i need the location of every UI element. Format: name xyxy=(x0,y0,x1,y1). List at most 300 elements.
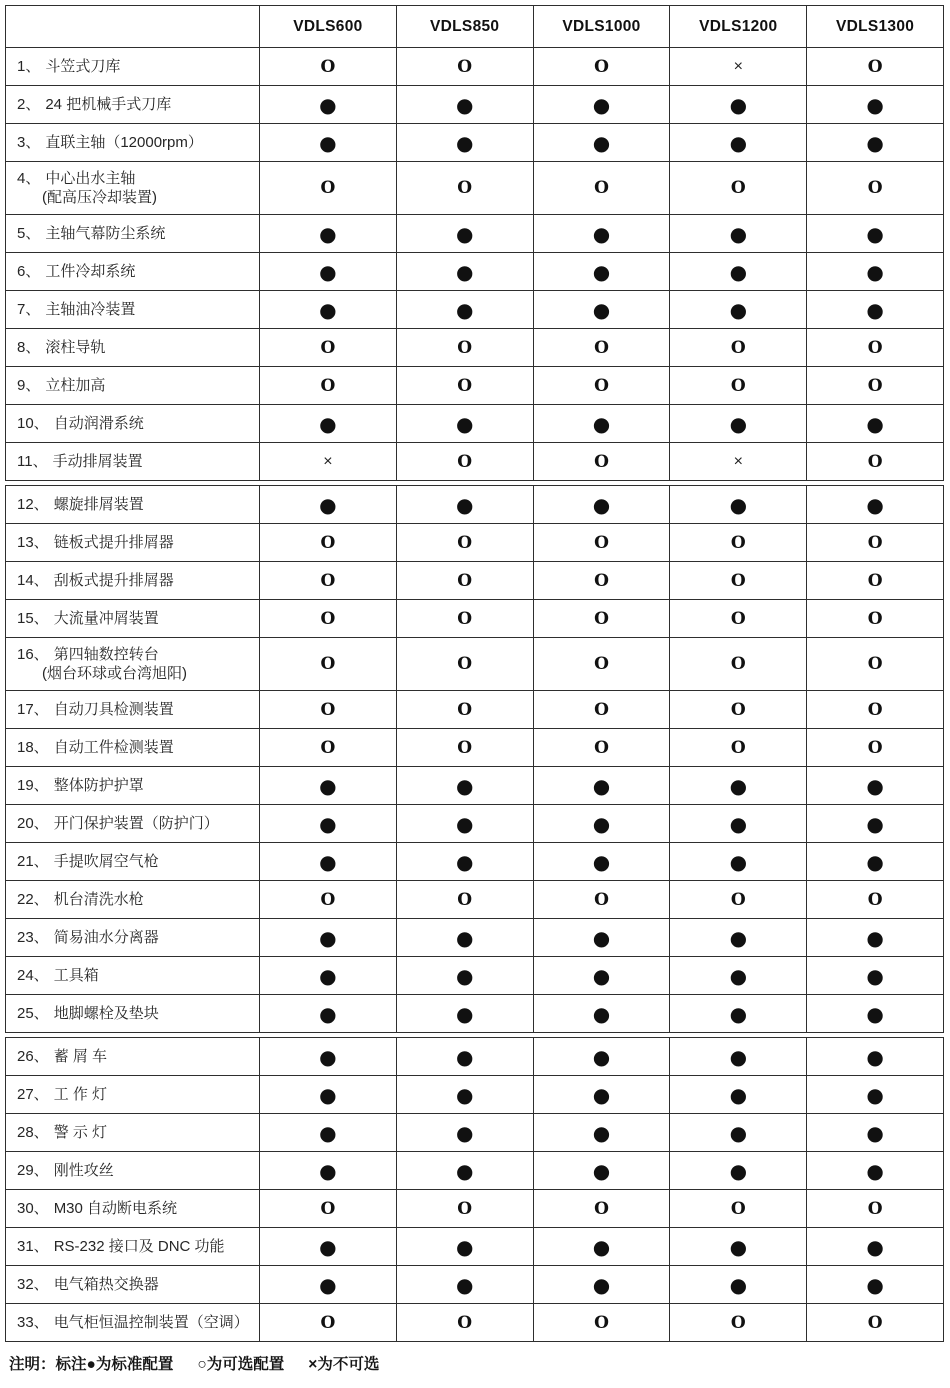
config-cell: O xyxy=(806,729,943,766)
row-label xyxy=(6,995,259,1032)
config-cell: O xyxy=(806,48,943,85)
row-label-line1 xyxy=(17,1085,253,1104)
config-cell: ● xyxy=(806,1266,943,1303)
config-cell: ● xyxy=(806,957,943,994)
row-text: 开门保护装置（防护门） xyxy=(53,815,219,832)
config-cell: ● xyxy=(806,843,943,880)
config-cell: ● xyxy=(396,215,533,252)
config-cell: ● xyxy=(806,486,943,523)
row-number: 18、 xyxy=(17,739,49,756)
config-cell: O xyxy=(396,1304,533,1341)
config-cell: O xyxy=(533,443,670,480)
row-label xyxy=(6,253,259,290)
config-cell: O xyxy=(396,162,533,214)
row-label xyxy=(6,329,259,366)
row-number: 5、 xyxy=(17,225,41,242)
config-cell: O xyxy=(259,524,396,561)
config-cell: ● xyxy=(806,405,943,442)
config-cell: ● xyxy=(806,805,943,842)
config-cell: O xyxy=(669,367,806,404)
config-cell: O xyxy=(669,600,806,637)
table-section-2 xyxy=(5,485,944,1033)
row-label-line1 xyxy=(17,262,253,281)
table-row xyxy=(6,214,943,252)
row-label-line1 xyxy=(17,1199,253,1218)
config-cell: O xyxy=(669,329,806,366)
table-row xyxy=(6,561,943,599)
row-label-line1 xyxy=(17,571,253,590)
row-number: 24、 xyxy=(17,967,49,984)
row-label xyxy=(6,691,259,728)
config-cell: ● xyxy=(533,957,670,994)
config-cell: ● xyxy=(259,1038,396,1075)
config-cell: ● xyxy=(396,1266,533,1303)
row-text: 手提吹屑空气枪 xyxy=(53,853,159,870)
row-label-line1 xyxy=(17,169,253,188)
row-label xyxy=(6,124,259,161)
table-row xyxy=(6,842,943,880)
row-label-line1 xyxy=(17,928,253,947)
config-cell: ● xyxy=(259,1114,396,1151)
row-label xyxy=(6,1152,259,1189)
config-cell: O xyxy=(806,1190,943,1227)
config-cell: ● xyxy=(259,767,396,804)
row-text: 主轴油冷装置 xyxy=(45,301,136,318)
column-header-vdls1300: VDLS1300 xyxy=(806,6,943,47)
row-label-line1 xyxy=(17,95,253,114)
legend-prefix: 注明： xyxy=(9,1356,56,1373)
config-cell: ● xyxy=(259,86,396,123)
column-header-vdls1200: VDLS1200 xyxy=(669,6,806,47)
config-cell: O xyxy=(259,367,396,404)
table-row xyxy=(6,804,943,842)
config-cell: ● xyxy=(669,995,806,1032)
table-section-1 xyxy=(5,5,944,481)
config-cell: O xyxy=(396,443,533,480)
table-row xyxy=(6,366,943,404)
row-number: 7、 xyxy=(17,301,41,318)
config-cell: O xyxy=(259,48,396,85)
config-cell: ● xyxy=(533,124,670,161)
table-row xyxy=(6,47,943,85)
config-cell: ● xyxy=(669,215,806,252)
config-cell: ● xyxy=(396,1228,533,1265)
config-cell: O xyxy=(669,562,806,599)
config-cell: ● xyxy=(259,805,396,842)
config-cell: O xyxy=(396,1190,533,1227)
config-cell: O xyxy=(669,1304,806,1341)
config-cell: O xyxy=(806,600,943,637)
config-cell: ● xyxy=(669,124,806,161)
header-row xyxy=(6,6,943,47)
row-number: 2、 xyxy=(17,96,41,113)
row-text: 电气柜恒温控制装置（空调） xyxy=(53,1314,249,1331)
config-cell: ● xyxy=(533,995,670,1032)
config-cell: × xyxy=(669,443,806,480)
row-label xyxy=(6,486,259,523)
row-label-line1 xyxy=(17,452,253,471)
row-number: 22、 xyxy=(17,891,49,908)
column-header-vdls1000: VDLS1000 xyxy=(533,6,670,47)
config-cell: ● xyxy=(396,1152,533,1189)
row-text: 滚柱导轨 xyxy=(45,339,106,356)
row-label xyxy=(6,405,259,442)
row-number: 19、 xyxy=(17,777,49,794)
row-text: 中心出水主轴 xyxy=(45,170,136,187)
table-row xyxy=(6,404,943,442)
row-label-line1 xyxy=(17,300,253,319)
row-number: 27、 xyxy=(17,1086,49,1103)
column-header-vdls600: VDLS600 xyxy=(259,6,396,47)
config-cell: ● xyxy=(259,124,396,161)
config-cell: ● xyxy=(259,1076,396,1113)
row-number: 17、 xyxy=(17,701,49,718)
config-cell: ● xyxy=(669,919,806,956)
table-row xyxy=(6,599,943,637)
config-cell: ● xyxy=(396,291,533,328)
row-number: 13、 xyxy=(17,534,49,551)
legend-item-unavailable: ×为不可选 xyxy=(308,1356,380,1373)
config-cell: ● xyxy=(806,86,943,123)
legend-item-standard: 标注●为标准配置 xyxy=(55,1356,174,1373)
config-cell: O xyxy=(806,524,943,561)
config-cell: ● xyxy=(396,919,533,956)
config-cell: ● xyxy=(669,253,806,290)
row-number: 26、 xyxy=(17,1048,49,1065)
config-cell: ● xyxy=(396,1038,533,1075)
row-label xyxy=(6,162,259,214)
config-cell: ● xyxy=(259,957,396,994)
row-text: 刮板式提升排屑器 xyxy=(53,572,174,589)
config-cell: ● xyxy=(669,805,806,842)
config-cell: × xyxy=(259,443,396,480)
row-label-line1 xyxy=(17,376,253,395)
table-row xyxy=(6,1113,943,1151)
row-text: 自动润滑系统 xyxy=(53,415,144,432)
config-cell: O xyxy=(669,524,806,561)
config-cell: O xyxy=(533,691,670,728)
row-number: 10、 xyxy=(17,415,49,432)
row-number: 9、 xyxy=(17,377,41,394)
row-number: 4、 xyxy=(17,170,41,187)
config-cell: ● xyxy=(259,291,396,328)
row-label-line1 xyxy=(17,1313,253,1332)
config-cell: O xyxy=(259,562,396,599)
row-number: 25、 xyxy=(17,1005,49,1022)
row-label xyxy=(6,1266,259,1303)
config-cell: O xyxy=(259,1304,396,1341)
config-cell: O xyxy=(669,729,806,766)
config-cell: ● xyxy=(669,1038,806,1075)
table-row xyxy=(6,690,943,728)
row-label xyxy=(6,524,259,561)
table-row xyxy=(6,637,943,690)
config-cell: ● xyxy=(396,253,533,290)
config-cell: O xyxy=(396,638,533,690)
row-text: 立柱加高 xyxy=(45,377,106,394)
config-cell: ● xyxy=(396,957,533,994)
config-cell: ● xyxy=(669,405,806,442)
row-text: 简易油水分离器 xyxy=(53,929,159,946)
config-cell: ● xyxy=(259,843,396,880)
row-label-line1 xyxy=(17,57,253,76)
config-cell: O xyxy=(396,729,533,766)
config-cell: ● xyxy=(806,767,943,804)
row-text: RS-232 接口及 DNC 功能 xyxy=(53,1238,225,1255)
row-label-line1 xyxy=(17,495,253,514)
config-cell: O xyxy=(396,691,533,728)
config-cell: O xyxy=(669,162,806,214)
config-cell: ● xyxy=(259,253,396,290)
row-label-line1 xyxy=(17,814,253,833)
row-text: 大流量冲屑装置 xyxy=(53,610,159,627)
row-number: 12、 xyxy=(17,496,49,513)
table-row xyxy=(6,442,943,480)
row-text: 链板式提升排屑器 xyxy=(53,534,174,551)
row-text: 蓄 屑 车 xyxy=(53,1048,108,1065)
row-text: 直联主轴（12000rpm） xyxy=(45,134,203,151)
config-cell: ● xyxy=(806,1038,943,1075)
table-row xyxy=(6,994,943,1032)
table-row xyxy=(6,880,943,918)
config-cell: O xyxy=(533,329,670,366)
config-cell: O xyxy=(259,729,396,766)
config-cell: O xyxy=(806,367,943,404)
config-cell: ● xyxy=(533,919,670,956)
config-cell: ● xyxy=(533,1038,670,1075)
config-cell: ● xyxy=(669,1228,806,1265)
row-label xyxy=(6,1304,259,1341)
config-cell: O xyxy=(259,162,396,214)
row-label xyxy=(6,443,259,480)
row-text: 斗笠式刀库 xyxy=(45,58,121,75)
table-row xyxy=(6,123,943,161)
config-cell: ● xyxy=(669,843,806,880)
table-row xyxy=(6,523,943,561)
table-row xyxy=(6,956,943,994)
config-cell: O xyxy=(259,881,396,918)
row-text: 工具箱 xyxy=(53,967,99,984)
row-number: 15、 xyxy=(17,610,49,627)
config-cell: ● xyxy=(259,1152,396,1189)
config-cell: O xyxy=(533,48,670,85)
row-text: 主轴气幕防尘系统 xyxy=(45,225,166,242)
row-label-line1 xyxy=(17,1047,253,1066)
config-cell: ● xyxy=(806,1152,943,1189)
config-cell: ● xyxy=(533,86,670,123)
row-number: 20、 xyxy=(17,815,49,832)
config-cell: O xyxy=(259,691,396,728)
row-number: 3、 xyxy=(17,134,41,151)
config-cell: ● xyxy=(396,405,533,442)
config-cell: ● xyxy=(669,1076,806,1113)
config-cell: O xyxy=(806,1304,943,1341)
config-cell: O xyxy=(669,1190,806,1227)
row-text: 自动工件检测装置 xyxy=(53,739,174,756)
row-label xyxy=(6,1076,259,1113)
table-row xyxy=(6,1189,943,1227)
config-cell: ● xyxy=(396,767,533,804)
config-cell: ● xyxy=(806,1228,943,1265)
row-label-line1 xyxy=(17,776,253,795)
config-cell: O xyxy=(396,329,533,366)
config-cell: ● xyxy=(669,86,806,123)
row-text: 警 示 灯 xyxy=(53,1124,108,1141)
config-cell: ● xyxy=(259,1266,396,1303)
config-cell: ● xyxy=(259,405,396,442)
row-text: 第四轴数控转台 xyxy=(53,646,159,663)
config-cell: ● xyxy=(669,1114,806,1151)
config-cell: ● xyxy=(533,253,670,290)
row-label-line1 xyxy=(17,133,253,152)
row-label-line1 xyxy=(17,966,253,985)
config-cell: O xyxy=(669,638,806,690)
config-cell: ● xyxy=(396,486,533,523)
config-cell: O xyxy=(669,691,806,728)
row-label-line2: (配高压冷却装置) xyxy=(42,189,157,206)
config-cell: ● xyxy=(533,1266,670,1303)
config-cell: ● xyxy=(533,486,670,523)
config-cell: O xyxy=(259,1190,396,1227)
row-label xyxy=(6,919,259,956)
config-cell: ● xyxy=(259,486,396,523)
row-label-line1 xyxy=(17,645,253,664)
config-cell: ● xyxy=(533,215,670,252)
table-row xyxy=(6,1303,943,1341)
config-cell: O xyxy=(533,562,670,599)
table-row xyxy=(6,290,943,328)
row-label-line1 xyxy=(17,1123,253,1142)
row-number: 32、 xyxy=(17,1276,49,1293)
legend-note xyxy=(9,1352,379,1374)
table-row xyxy=(6,766,943,804)
row-text: 工 作 灯 xyxy=(53,1086,108,1103)
config-cell: ● xyxy=(396,86,533,123)
config-cell: ● xyxy=(806,995,943,1032)
config-cell: ● xyxy=(669,291,806,328)
config-cell: O xyxy=(806,881,943,918)
config-cell: ● xyxy=(806,919,943,956)
row-label-line1 xyxy=(17,738,253,757)
row-number: 11、 xyxy=(17,453,48,470)
row-number: 6、 xyxy=(17,263,41,280)
row-label xyxy=(6,1038,259,1075)
row-text: 手动排屑装置 xyxy=(52,453,143,470)
row-label xyxy=(6,291,259,328)
config-cell: ● xyxy=(669,486,806,523)
table-row xyxy=(6,1075,943,1113)
config-cell: ● xyxy=(396,1114,533,1151)
config-cell: ● xyxy=(259,919,396,956)
row-label-line1 xyxy=(17,700,253,719)
table-row xyxy=(6,1151,943,1189)
row-text: 工件冷却系统 xyxy=(45,263,136,280)
config-cell: ● xyxy=(396,805,533,842)
config-cell: ● xyxy=(533,291,670,328)
table-row xyxy=(6,486,943,523)
row-text: 整体防护护罩 xyxy=(53,777,144,794)
config-cell: ● xyxy=(259,1228,396,1265)
config-cell: ● xyxy=(806,1076,943,1113)
config-cell: ● xyxy=(396,1076,533,1113)
config-cell: ● xyxy=(806,1114,943,1151)
config-cell: ● xyxy=(669,767,806,804)
config-cell: O xyxy=(533,600,670,637)
row-label-line1 xyxy=(17,1237,253,1256)
row-label-line1 xyxy=(17,1161,253,1180)
config-cell: O xyxy=(533,162,670,214)
row-text: 自动刀具检测装置 xyxy=(53,701,174,718)
row-label-line1 xyxy=(17,224,253,243)
config-cell: ● xyxy=(396,843,533,880)
row-label xyxy=(6,767,259,804)
table-row xyxy=(6,1227,943,1265)
table-row xyxy=(6,161,943,214)
row-text: 机台清洗水枪 xyxy=(53,891,144,908)
config-cell: ● xyxy=(533,843,670,880)
config-cell: O xyxy=(806,638,943,690)
table-row xyxy=(6,252,943,290)
config-cell: O xyxy=(533,1190,670,1227)
config-cell: ● xyxy=(259,995,396,1032)
row-label xyxy=(6,1190,259,1227)
row-label-line1 xyxy=(17,533,253,552)
config-cell: O xyxy=(806,691,943,728)
row-label xyxy=(6,805,259,842)
config-cell: O xyxy=(806,329,943,366)
config-cell: ● xyxy=(533,1228,670,1265)
config-cell: O xyxy=(806,562,943,599)
table-section-3 xyxy=(5,1037,944,1342)
config-cell: O xyxy=(396,562,533,599)
row-text: 螺旋排屑装置 xyxy=(53,496,144,513)
row-label-line1 xyxy=(17,890,253,909)
row-number: 31、 xyxy=(17,1238,49,1255)
row-label xyxy=(6,1114,259,1151)
config-cell: O xyxy=(533,524,670,561)
config-cell: ● xyxy=(259,215,396,252)
row-number: 21、 xyxy=(17,853,49,870)
row-label-line1 xyxy=(17,338,253,357)
config-cell: ● xyxy=(533,1152,670,1189)
config-cell: O xyxy=(533,729,670,766)
row-label-line1 xyxy=(17,1004,253,1023)
config-cell: O xyxy=(396,600,533,637)
table-row xyxy=(6,918,943,956)
row-number: 16、 xyxy=(17,646,49,663)
row-text: 刚性攻丝 xyxy=(53,1162,114,1179)
config-cell: O xyxy=(533,367,670,404)
config-cell: ● xyxy=(396,995,533,1032)
config-cell: O xyxy=(396,524,533,561)
table-row xyxy=(6,328,943,366)
row-number: 8、 xyxy=(17,339,41,356)
row-number: 23、 xyxy=(17,929,49,946)
spec-table xyxy=(5,5,944,1342)
table-row xyxy=(6,1265,943,1303)
row-label xyxy=(6,562,259,599)
row-label-line1 xyxy=(17,1275,253,1294)
config-cell: O xyxy=(396,367,533,404)
config-cell: ● xyxy=(533,767,670,804)
row-number: 30、 xyxy=(17,1200,49,1217)
config-cell: ● xyxy=(806,291,943,328)
config-cell: ● xyxy=(669,957,806,994)
config-cell: ● xyxy=(533,405,670,442)
config-cell: O xyxy=(259,329,396,366)
legend-item-optional: ○为可选配置 xyxy=(197,1356,285,1373)
config-cell: ● xyxy=(396,124,533,161)
